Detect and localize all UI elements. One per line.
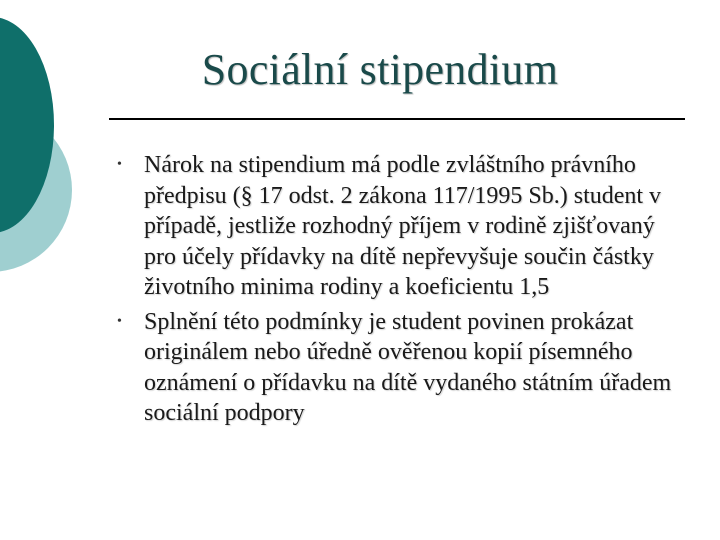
title-divider <box>109 118 685 120</box>
bullet-dot-icon: • <box>117 157 122 172</box>
decorative-circles <box>0 0 80 300</box>
bullet-list <box>112 150 682 433</box>
bullet-text: Nárok na stipendium má podle zvláštního právního předpisu (§ 17 odst. 2 zákona 117/1995 Sb.) student v případě, jestliže rozhodný příjem v rodině zjišťovaný pro účely přídavky na dítě nepřevyšuje součin částky životního minima rodiny a koeficientu 1,5 <box>144 152 662 300</box>
bullet-item <box>112 307 682 429</box>
slide-title: Sociální stipendium <box>201 45 559 94</box>
bullet-dot-icon: • <box>117 313 122 329</box>
bullet-text: Splnění této podmínky je student povinen prokázat originálem nebo úředně ověřenou kopií písemného oznámení o přídavku na dítě vydaného státním úřadem sociální podpory <box>144 308 672 426</box>
bullet-item <box>112 150 682 303</box>
